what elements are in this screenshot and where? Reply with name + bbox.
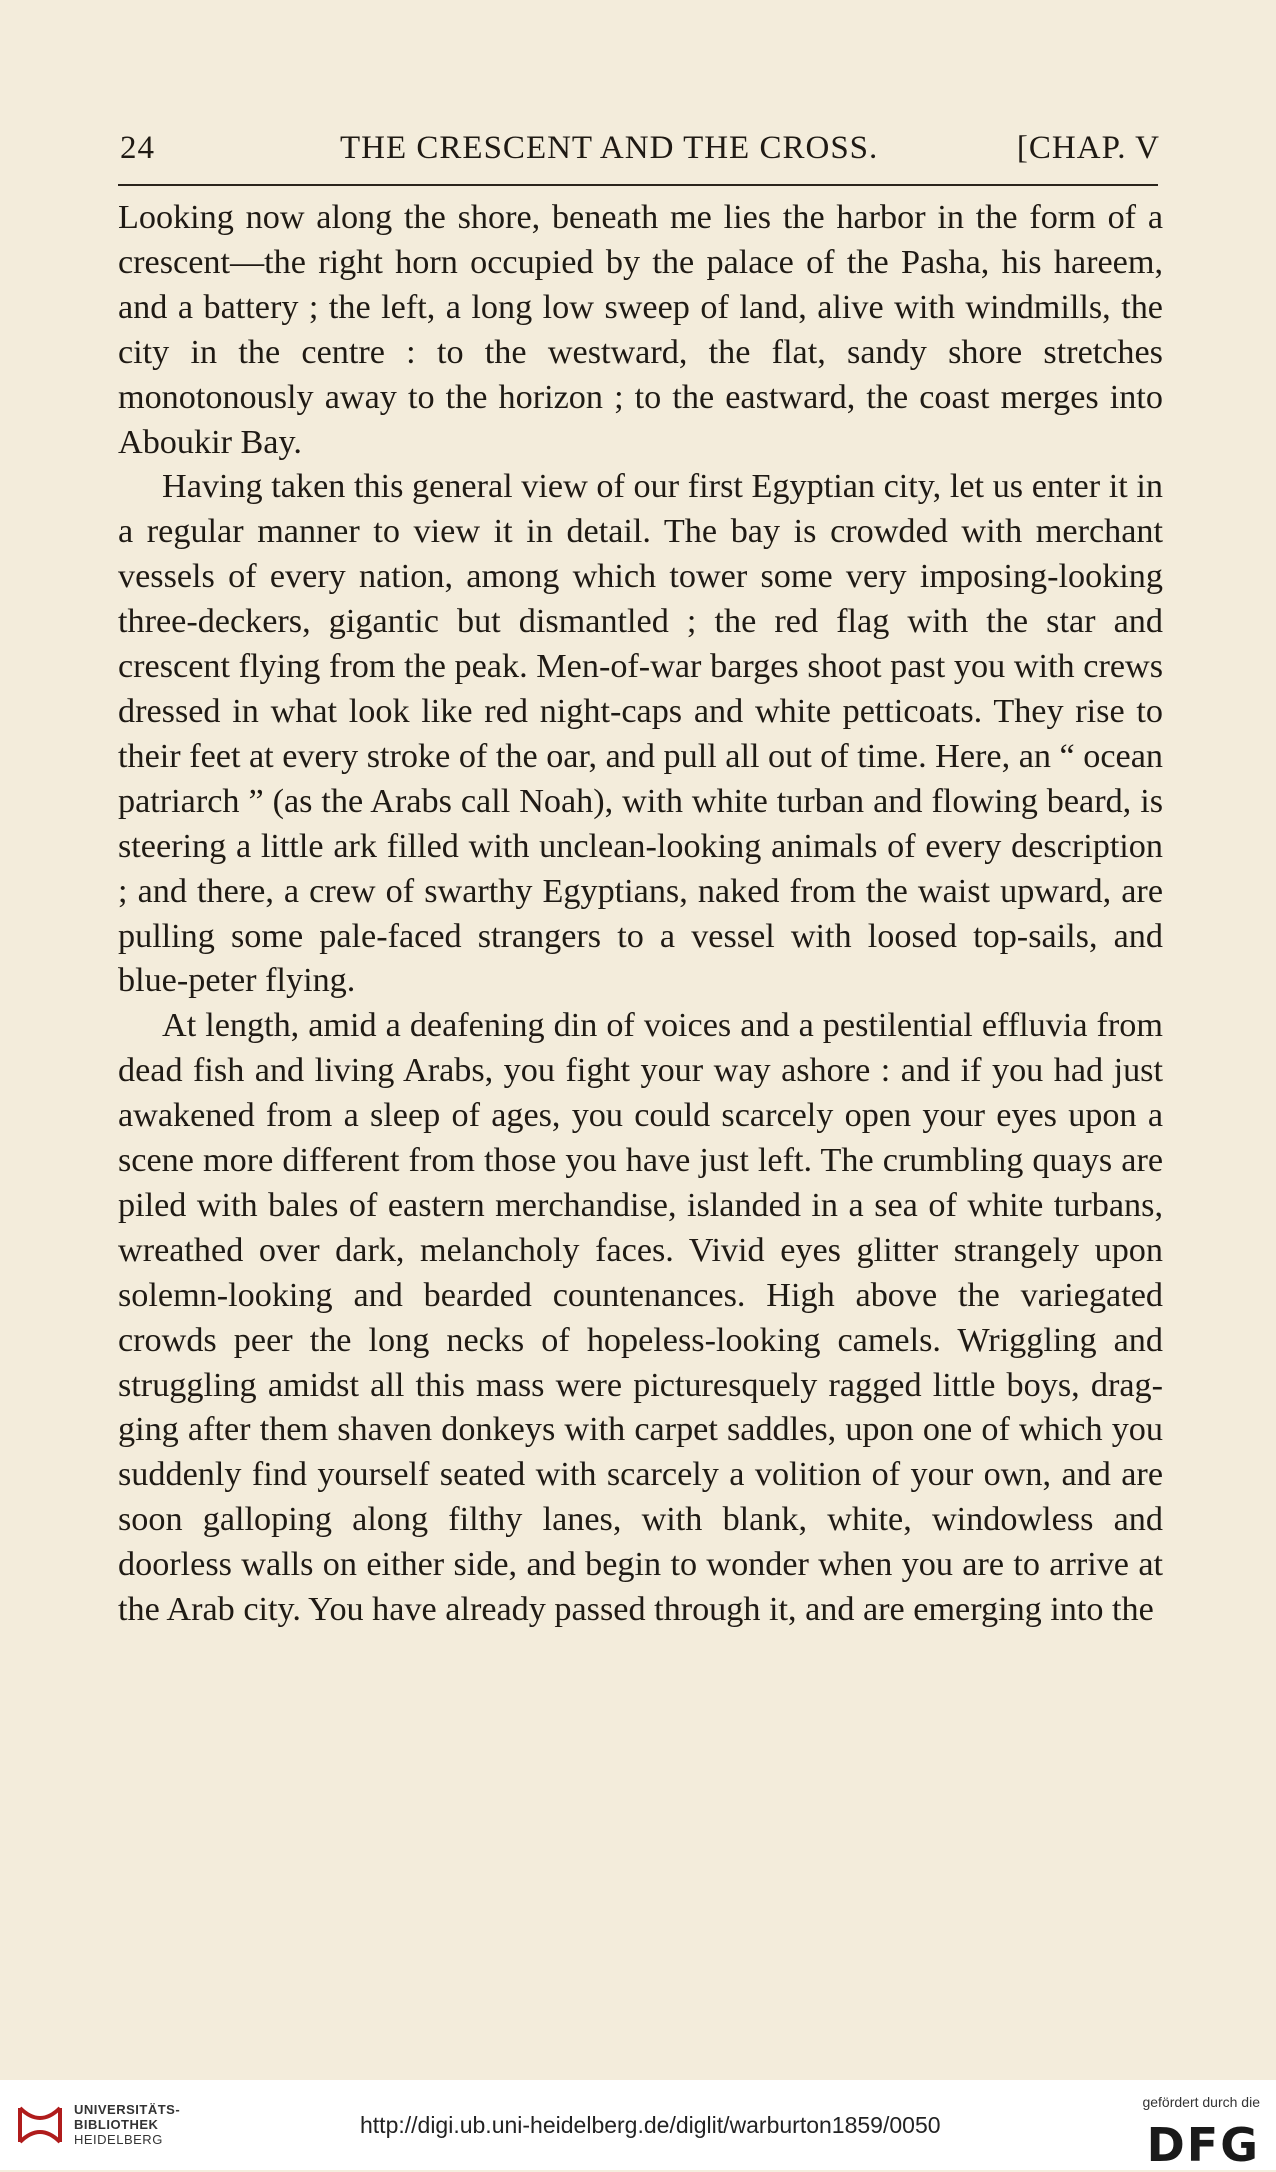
chapter-label: [CHAP. V (1016, 130, 1160, 166)
institution-name: UNIVERSITÄTS- BIBLIOTHEK HEIDELBERG (74, 2102, 181, 2147)
running-title: THE CRESCENT AND THE CROSS. (340, 130, 879, 166)
permalink-link[interactable]: http://digi.ub.uni-heidelberg.de/diglit/warburton1859/0050 (360, 2112, 941, 2138)
paragraph-1: Looking now along the shore, beneath me lies the harbor in the form of a crescent—the right horn occupied by the palace of the Pasha, his hareem, and a battery ; the left, a long low sweep of land, alive with windmills, the city in the centre : to the westward, the flat, sandy shore stretches monotonously away to the horizon ; to the eastward, the coast merges into Aboukir Bay. (118, 199, 1163, 461)
dfg-logo: DFG (1146, 2118, 1260, 2172)
sponsor-text: gefördert durch die (1142, 2094, 1260, 2110)
body-text (118, 196, 1163, 1633)
page-number: 24 (120, 130, 155, 166)
footer-bar (0, 2080, 1276, 2170)
header-rule (118, 184, 1158, 186)
university-logo-icon (12, 2098, 68, 2154)
running-head (120, 130, 1160, 174)
paragraph-3: At length, amid a deafening din of voices and a pestilential effluvia from dead fish and living Arabs, you fight your way ashore : and if you had just awakened from a sleep of ages, you could scarcely open your eyes upon a scene more different from those you have just left. The crumbling quays are piled with bales of eastern merchandise, islanded in a sea of white turbans, wreathed over dark, melancholy faces. Vivid eyes glitter strangely upon solemn-looking and bearded countenances. High above the variegated crowds peer the long necks of hopeless-looking camels. Wriggling and struggling amidst all this mass were picturesquely ragged little boys, dragging after them shaven donkeys with carpet saddles, upon one of which you suddenly find yourself seated with scarcely a volition of your own, and are soon galloping along filthy lanes, with blank, white, windowless and doorless walls on either side, and begin to wonder when you are to arrive at the Arab city. You have already passed through it, and are emerging into the (118, 1007, 1163, 1629)
paragraph-2: Having taken this general view of our first Egyptian city, let us enter it in a regular manner to view it in detail. The bay is crowded with merchant vessels of every nation, among which tower some very imposing-looking three-deckers, gigantic but dismantled ; the red flag with the star and crescent flying from the peak. Men-of-war barges shoot past you with crews dressed in what look like red night-caps and white petticoats. They rise to their feet at every stroke of the oar, and pull all out of time. Here, an “ ocean patriarch ” (as the Arabs call Noah), with white turban and flowing beard, is steering a little ark filled with unclean-looking animals of every description ; and there, a crew of swarthy Egyptians, naked from the waist upward, are pulling some pale-faced strangers to a vessel with loosed top-sails, and blue-peter flying. (118, 468, 1163, 1000)
